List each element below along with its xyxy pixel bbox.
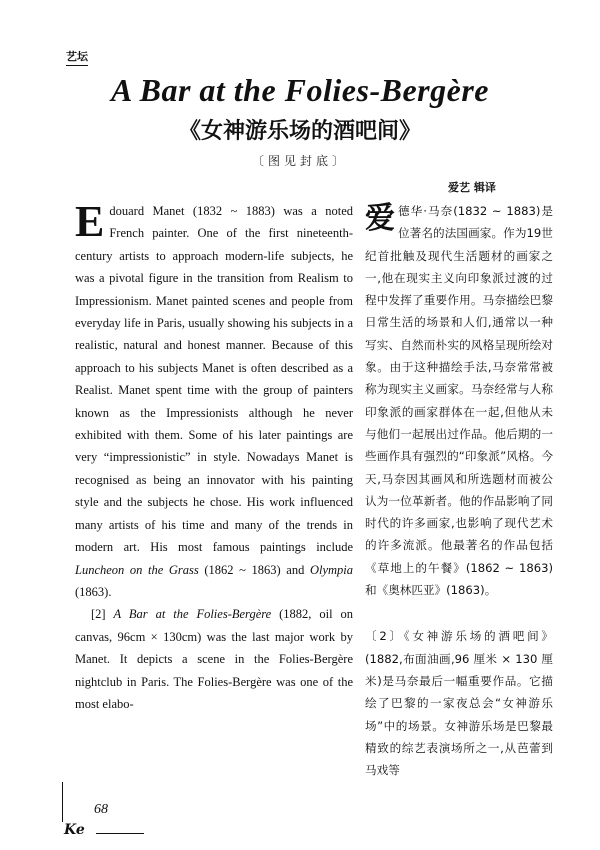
english-p2-number: [2] xyxy=(91,607,114,622)
article-title-chinese: 《女神游乐场的酒吧间》 xyxy=(178,119,421,144)
english-p1-text: douard Manet (1832 ~ 1883) was a noted French painter. One of the first nineteenth-century artists to approach modern-life subjects, he was a pivotal figure in the transition from Realism to Impressionism. Manet painted scenes and people from everyday life in Paris, usually showing his subjects in a realistic, natural and honest manner. Because of this approach to his subjects Manet is often described as a Realist. Manet spent time with the group of painters known as the Impressionists although he never exhibited with them. Some of his later paintings are very “impressionistic” in style. Nowadays Manet is recognised as being an innovator with his painting style and the subjects he chose. His work influenced many artists of his time and many of the trends in modern art. His most famous paintings include xyxy=(75,204,353,555)
chinese-paragraph-1 xyxy=(365,200,553,601)
footer-horizontal-rule xyxy=(96,833,144,834)
footer-logo-mark: Ke xyxy=(64,822,85,838)
article-title-english: A Bar at the Folies-Bergère xyxy=(111,72,489,108)
english-paragraph-2 xyxy=(75,603,353,715)
footer-vertical-rule xyxy=(62,782,63,822)
work-title-bar: A Bar at the Folies-Bergère xyxy=(113,607,272,622)
chinese-paragraph-2: 〔2〕《女神游乐场的酒吧间》(1882,布面油画,96 厘米 × 130 厘米)是马奈最后一幅重要作品。它描绘了巴黎的一家夜总会“女神游乐场”中的场景。女神游乐场是巴黎最精致的综艺表演场所之一,从芭蕾到马戏等 xyxy=(365,629,553,778)
english-p2-text: (1882, oil on canvas, 96cm × 130cm) was the last major work by Manet. It depicts a scene in the Folies-Bergère nightclub in Paris. The Folies-Bergère was one of the most elabo- xyxy=(75,607,354,711)
chinese-column xyxy=(365,200,553,781)
work-title-luncheon: Luncheon on the Grass xyxy=(75,562,199,577)
section-tag: 艺坛 xyxy=(66,48,88,66)
see-cover-note: 〔图见封底〕 xyxy=(251,154,348,168)
chinese-p1-text: 德华·马奈(1832 ~ 1883)是位著名的法国画家。作为19世纪首批触及现代生活题材的画家之一,他在现实主义向印象派过渡的过程中发挥了重要作用。马奈描绘巴黎日常生活的场景和人们,通常以一种写实、自然而朴实的风格呈现所绘对象。由于这种描绘手法,马奈常常被称为现实主义画家。马奈经常与人称印象派的画家群体在一起,但他从未与他们一起展出过作品。他后期的一些画作具有强烈的“印象派”风格。今天,马奈因其画风和所选题材而被公认为一位革新者。他的作品影响了同时代的许多画家,也影响了现代艺术的许多流派。他最著名的作品包括《草地上的午餐》(1862 ~ 1863)和《奥林匹亚》(1863)。 xyxy=(365,204,553,598)
english-column xyxy=(75,197,354,715)
english-p1-end: (1863). xyxy=(75,584,112,599)
page-number: 68 xyxy=(94,802,108,817)
english-p1-years: (1862 ~ 1863) and xyxy=(198,562,310,577)
english-paragraph-1 xyxy=(75,197,353,603)
work-title-olympia: Olympia xyxy=(309,562,353,577)
drop-cap-english: E xyxy=(75,197,105,246)
drop-cap-chinese: 爱 xyxy=(365,201,395,236)
byline: 爱艺 辑译 xyxy=(448,181,496,194)
